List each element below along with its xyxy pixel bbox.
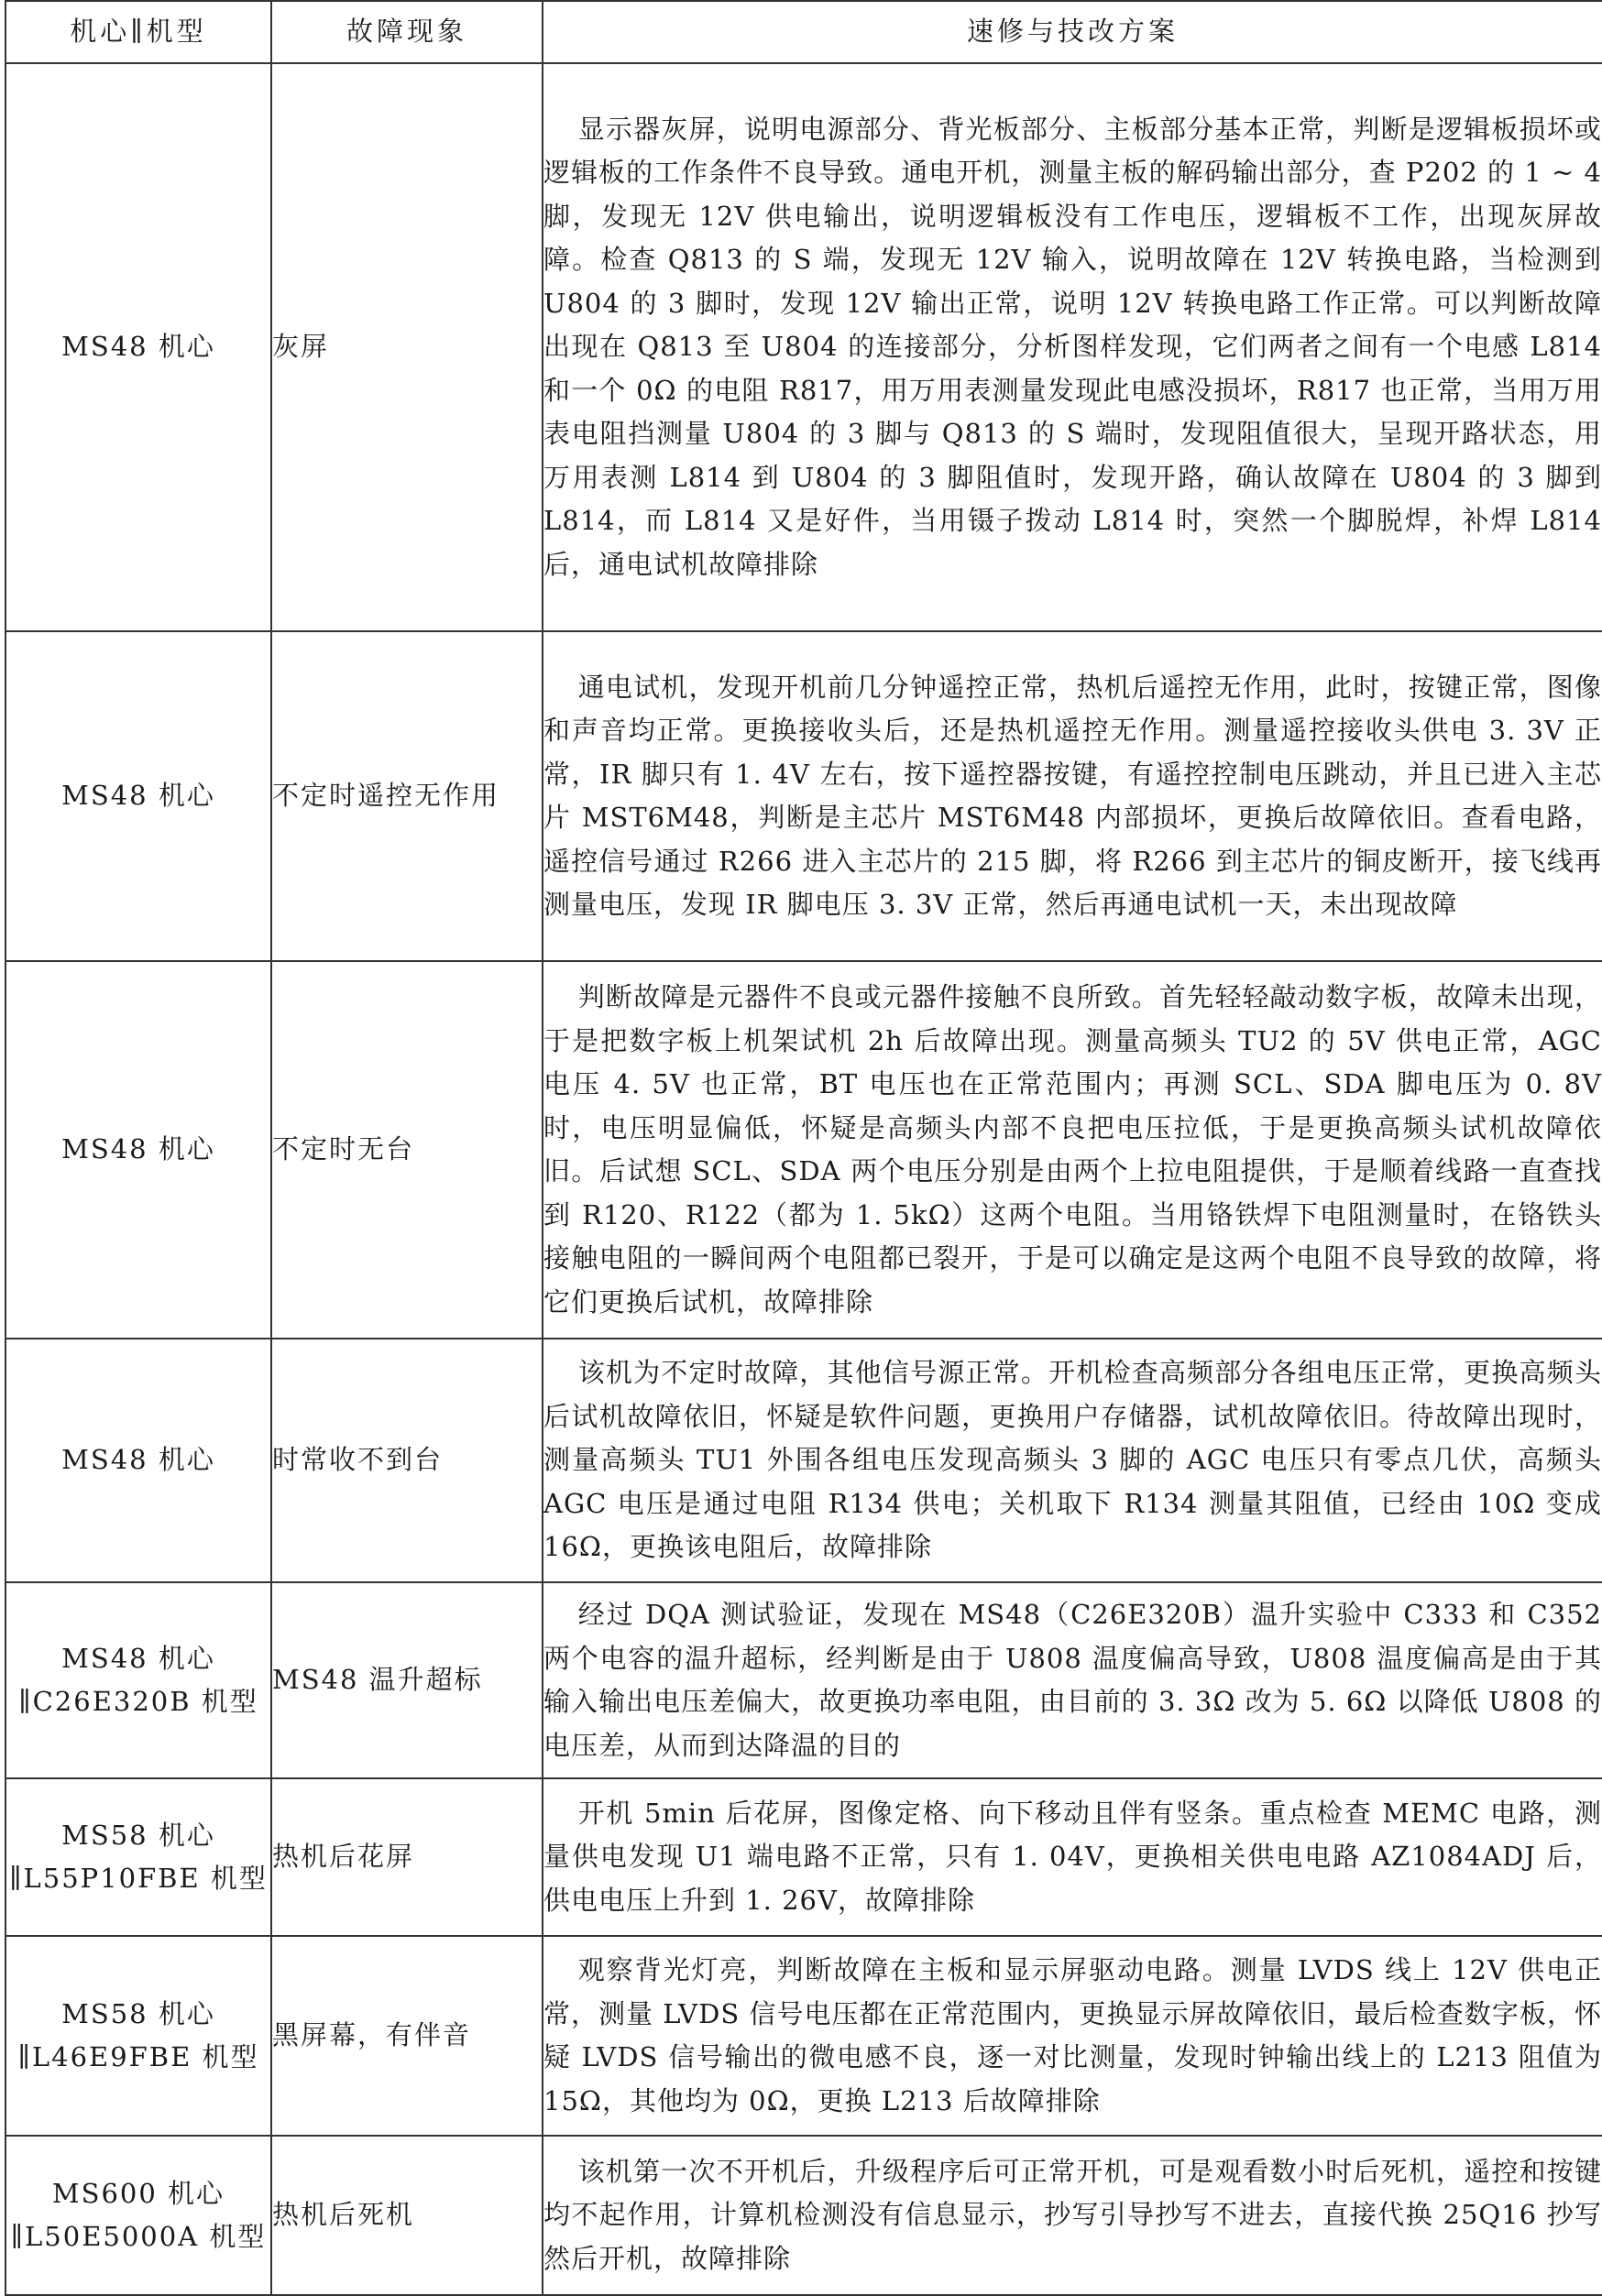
table-row xyxy=(5,63,1602,631)
fault-cell: 不定时无台 xyxy=(271,961,543,1339)
plan-cell xyxy=(543,631,1602,961)
plan-text: 该机第一次不开机后，升级程序后可正常开机，可是观看数小时后死机，遥控和按键均不起作用，计算机检测没有信息显示，抄写引导抄写不进去，直接代换 25Q16 抄写然后开机，故障排除 xyxy=(543,2155,1602,2274)
header-model: 机心∥机型 xyxy=(5,1,271,63)
model-cell: MS600 机心∥L50E5000A 机型 xyxy=(5,2136,271,2295)
plan-text: 经过 DQA 测试验证，发现在 MS48（C26E320B）温升实验中 C333 和 C352 两个电容的温升超标，经判断是由于 U808 温度偏高导致，U808 温度偏高是由于其输入输出电压差偏大，故更换功率电阻，由目前的 3. 3Ω 改为 5. 6Ω 以降低 U808 的电压差，从而到达降温的目的 xyxy=(543,1599,1602,1761)
plan-text: 观察背光灯亮，判断故障在主板和显示屏驱动电路。测量 LVDS 线上 12V 供电正常，测量 LVDS 信号电压都在正常范围内，更换显示屏故障依旧，最后检查数字板，怀疑 LVDS 信号输出的微电感不良，逐一对比测量，发现时钟输出线上的 L213 阻值为 15Ω，其他均为 0Ω，更换 L213 后故障排除 xyxy=(543,1954,1602,2116)
header-fault: 故障现象 xyxy=(271,1,543,63)
fault-cell: 不定时遥控无作用 xyxy=(271,631,543,961)
fault-cell: 灰屏 xyxy=(271,63,543,631)
plan-cell xyxy=(543,1936,1602,2136)
plan-text: 判断故障是元器件不良或元器件接触不良所致。首先轻轻敲动数字板，故障未出现，于是把数字板上机架试机 2h 后故障出现。测量高频头 TU2 的 5V 供电正常，AGC 电压 4. 5V 也正常，BT 电压也在正常范围内；再测 SCL、SDA 脚电压为 0. 8V 时，电压明显偏低，怀疑是高频头内部不良把电压拉低，于是更换高频头试机故障依旧。后试想 SCL、SDA 两个电压分别是由两个上拉电阻提供，于是顺着线路一直查找到 R120、R122（都为 1. 5kΩ）这两个电阻。当用铬铁焊下电阻测量时，在铬铁头接触电阻的一瞬间两个电阻都已裂开，于是可以确定是这两个电阻不良导致的故障，将它们更换后试机，故障排除 xyxy=(543,981,1602,1317)
plan-cell xyxy=(543,63,1602,631)
plan-cell xyxy=(543,1582,1602,1778)
fault-cell: 热机后死机 xyxy=(271,2136,543,2295)
model-cell: MS58 机心∥L55P10FBE 机型 xyxy=(5,1778,271,1936)
fault-cell: 黑屏幕，有伴音 xyxy=(271,1936,543,2136)
model-cell: MS48 机心 xyxy=(5,63,271,631)
model-cell: MS48 机心 xyxy=(5,961,271,1339)
table-row xyxy=(5,1339,1602,1582)
table-row xyxy=(5,961,1602,1339)
fault-cell: 热机后花屏 xyxy=(271,1778,543,1936)
table-row xyxy=(5,1778,1602,1936)
header-plan: 速修与技改方案 xyxy=(543,1,1602,63)
fault-cell: 时常收不到台 xyxy=(271,1339,543,1582)
table-row xyxy=(5,1582,1602,1778)
plan-cell xyxy=(543,1339,1602,1582)
table-row xyxy=(5,1936,1602,2136)
repair-table xyxy=(5,0,1602,2296)
model-cell: MS48 机心 xyxy=(5,1339,271,1582)
model-cell: MS48 机心 xyxy=(5,631,271,961)
table-header-row xyxy=(5,1,1602,63)
plan-cell xyxy=(543,1778,1602,1936)
plan-text: 显示器灰屏，说明电源部分、背光板部分、主板部分基本正常，判断是逻辑板损坏或逻辑板的工作条件不良导致。通电开机，测量主板的解码输出部分，查 P202 的 1 ~ 4 脚，发现无 12V 供电输出，说明逻辑板没有工作电压，逻辑板不工作，出现灰屏故障。检查 Q813 的 S 端，发现无 12V 输入，说明故障在 12V 转换电路，当检测到 U804 的 3 脚时，发现 12V 输出正常，说明 12V 转换电路工作正常。可以判断故障出现在 Q813 至 U804 的连接部分，分析图样发现，它们两者之间有一个电感 L814 和一个 0Ω 的电阻 R817，用万用表测量发现此电感没损坏，R817 也正常，当用万用表电阻挡测量 U804 的 3 脚与 Q813 的 S 端时，发现阻值很大，呈现开路状态，用万用表测 L814 到 U804 的 3 脚阻值时，发现开路，确认故障在 U804 的 3 脚到 L814，而 L814 又是好件，当用镊子拨动 L814 时，突然一个脚脱焊，补焊 L814 后，通电试机故障排除 xyxy=(543,113,1602,580)
fault-cell: MS48 温升超标 xyxy=(271,1582,543,1778)
model-cell: MS58 机心∥L46E9FBE 机型 xyxy=(5,1936,271,2136)
model-cell: MS48 机心∥C26E320B 机型 xyxy=(5,1582,271,1778)
plan-text: 开机 5min 后花屏，图像定格、向下移动且伴有竖条。重点检查 MEMC 电路，测量供电发现 U1 端电路不正常，只有 1. 04V，更换相关供电电路 AZ1084ADJ 后，供电电压上升到 1. 26V，故障排除 xyxy=(543,1797,1602,1916)
plan-text: 通电试机，发现开机前几分钟遥控正常，热机后遥控无作用，此时，按键正常，图像和声音均正常。更换接收头后，还是热机遥控无作用。测量遥控接收头供电 3. 3V 正常，IR 脚只有 1. 4V 左右，按下遥控器按键，有遥控控制电压跳动，并且已进入主芯片 MST6M48，判断是主芯片 MST6M48 内部损坏，更换后故障依旧。查看电路，遥控信号通过 R266 进入主芯片的 215 脚，将 R266 到主芯片的铜皮断开，接飞线再测量电压，发现 IR 脚电压 3. 3V 正常，然后再通电试机一天，未出现故障 xyxy=(543,671,1602,920)
table-row xyxy=(5,631,1602,961)
plan-text: 该机为不定时故障，其他信号源正常。开机检查高频部分各组电压正常，更换高频头后试机故障依旧，怀疑是软件问题，更换用户存储器，试机故障依旧。待故障出现时，测量高频头 TU1 外围各组电压发现高频头 3 脚的 AGC 电压只有零点几伏，高频头 AGC 电压是通过电阻 R134 供电；关机取下 R134 测量其阻值，已经由 10Ω 变成 16Ω，更换该电阻后，故障排除 xyxy=(543,1357,1602,1563)
plan-cell xyxy=(543,961,1602,1339)
table-row xyxy=(5,2136,1602,2295)
plan-cell xyxy=(543,2136,1602,2295)
